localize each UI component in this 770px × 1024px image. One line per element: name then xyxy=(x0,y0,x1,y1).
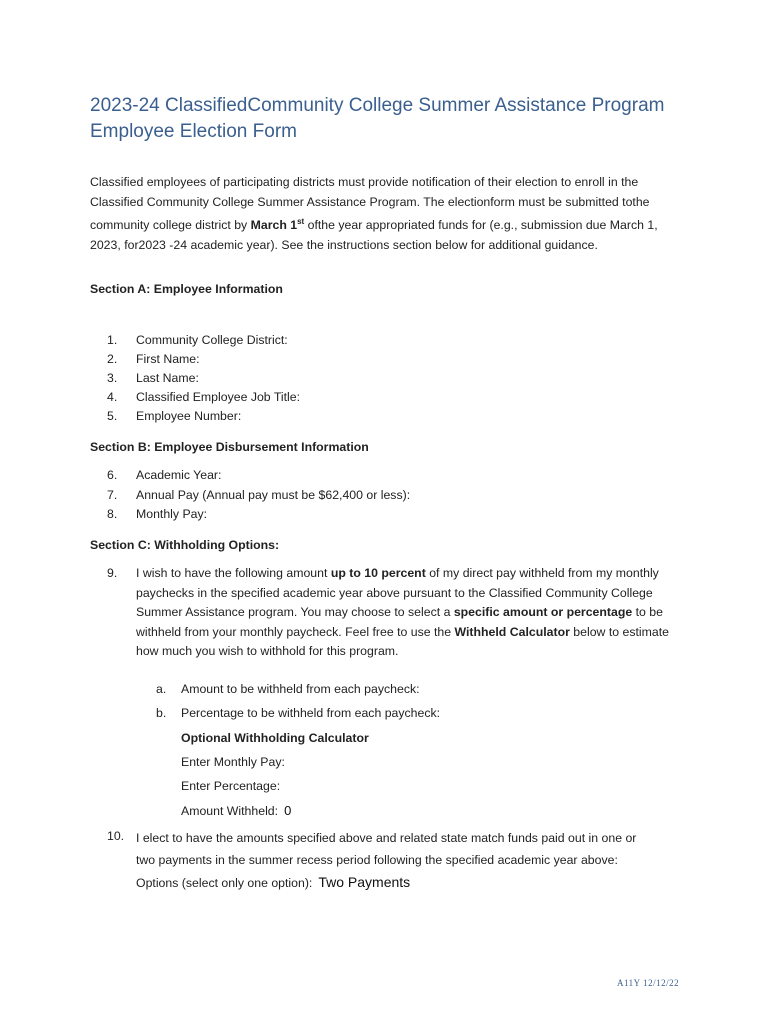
list-number: 8. xyxy=(107,507,118,521)
field-label: Enter Percentage: xyxy=(181,779,281,793)
amount-withheld-value[interactable]: 0 xyxy=(284,803,292,818)
field-label: Academic Year: xyxy=(136,468,222,482)
calculator-heading: Optional Withholding Calculator xyxy=(181,731,369,745)
field-label: Monthly Pay: xyxy=(136,507,208,521)
intro-text-1: Classified employees of participating districts must provide notification of their election to enroll in the Classified Community College Summer Assistance Program. The electionform must be submitted tothe community college district by xyxy=(90,175,650,233)
title-line-2: Employee Election Form xyxy=(90,121,297,142)
list-number: 10. xyxy=(107,829,125,843)
field-label: Classified Employee Job Title: xyxy=(136,390,301,404)
item9-text-1: I wish to have the following amount xyxy=(136,566,331,580)
intro-deadline: March 1 xyxy=(250,218,298,233)
field-annual-pay[interactable] xyxy=(107,486,697,506)
title-line-1: 2023-24 ClassifiedCommunity College Summer Assistance Program xyxy=(90,95,665,116)
field-label: First Name: xyxy=(136,352,200,366)
field-academic-year[interactable] xyxy=(107,466,697,486)
sub-list-letter: a. xyxy=(156,682,167,696)
field-amount-withheld[interactable] xyxy=(156,682,420,696)
field-last-name[interactable] xyxy=(107,369,697,389)
item10-line-1: I elect to have the amounts specified above and related state match funds paid out in one or xyxy=(136,831,637,845)
field-label: Percentage to be withheld from each paycheck: xyxy=(181,706,441,720)
field-label: Employee Number: xyxy=(136,409,242,423)
field-enter-monthly-pay[interactable] xyxy=(181,755,285,769)
section-c-heading: Section C: Withholding Options: xyxy=(90,538,280,552)
withholding-instructions xyxy=(136,564,691,662)
field-label: Options (select only one option): xyxy=(136,876,313,890)
section-a-heading: Section A: Employee Information xyxy=(90,282,283,296)
payout-election xyxy=(136,827,691,894)
field-percentage-withheld[interactable] xyxy=(156,706,440,720)
list-number: 1. xyxy=(107,333,118,347)
footer-version-stamp: A11Y 12/12/22 xyxy=(617,978,680,988)
list-number: 6. xyxy=(107,468,118,482)
field-label: Annual Pay (Annual pay must be $62,400 or less): xyxy=(136,488,411,502)
list-number: 2. xyxy=(107,352,118,366)
list-number: 5. xyxy=(107,409,118,423)
list-number: 7. xyxy=(107,488,118,502)
intro-deadline-suffix: st xyxy=(297,217,305,226)
item9-bold-3: Withheld Calculator xyxy=(454,624,570,639)
list-number: 3. xyxy=(107,371,118,385)
field-amount-withheld-result[interactable] xyxy=(181,803,291,818)
item9-text-4: below to estimate how much you wish to withhold for this program. xyxy=(136,624,669,658)
section-b-heading: Section B: Employee Disbursement Information xyxy=(90,440,369,454)
list-number: 4. xyxy=(107,390,118,404)
item9-text-2: of my direct pay withheld from my monthly paychecks in the specified academic year above pursuant to the Classified Community College Summer Assistance program. You may choose to select a xyxy=(136,566,659,619)
field-first-name[interactable] xyxy=(107,350,697,370)
item9-bold-2: specific amount or percentage xyxy=(453,605,633,619)
item9-text-3: to be withheld from your monthly paycheck. Feel free to use the xyxy=(136,605,663,639)
field-enter-percentage[interactable] xyxy=(181,779,280,793)
payment-options-value[interactable]: Two Payments xyxy=(318,874,411,890)
item9-bold-1: up to 10 percent xyxy=(330,566,426,580)
intro-paragraph xyxy=(90,173,680,255)
field-label: Last Name: xyxy=(136,371,199,385)
field-label: Enter Monthly Pay: xyxy=(181,755,285,769)
intro-text-2: ofthe year appropriated funds for (e.g., submission due March 1, 2023, for2023 -24 academic year). See the instructions section below for additional guidance. xyxy=(90,218,658,252)
item10-line-2: two payments in the summer recess period following the specified academic year above: xyxy=(136,853,618,867)
field-payment-options[interactable] xyxy=(136,871,691,894)
field-label: Amount Withheld: xyxy=(181,804,279,818)
list-number: 9. xyxy=(107,566,118,580)
field-employee-number[interactable] xyxy=(107,407,697,427)
page-title xyxy=(90,93,710,145)
field-community-college-district[interactable] xyxy=(107,331,697,351)
item-10-number xyxy=(107,827,137,847)
field-monthly-pay[interactable] xyxy=(107,505,697,525)
field-label: Community College District: xyxy=(136,333,288,347)
field-job-title[interactable] xyxy=(107,388,697,408)
item-9-number xyxy=(107,564,137,584)
field-label: Amount to be withheld from each paycheck: xyxy=(181,682,420,696)
sub-list-letter: b. xyxy=(156,706,167,720)
